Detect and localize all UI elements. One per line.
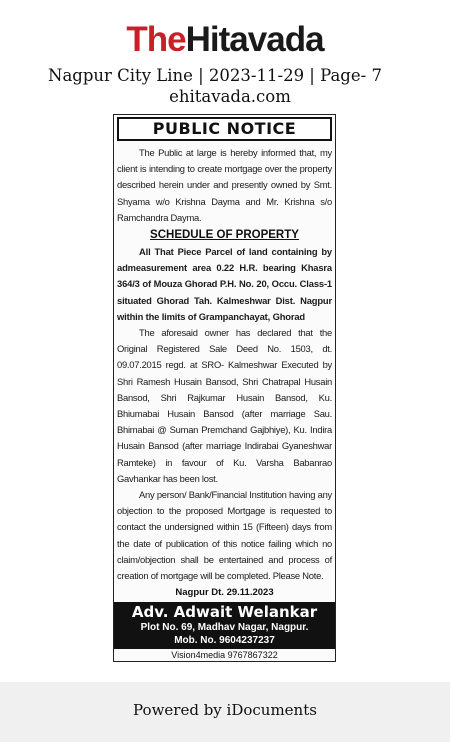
advocate-block	[114, 602, 335, 649]
lost-deed-text: The aforesaid owner has declared that the Original Registered Sale Deed No. 1503, dt. 09.07.2015 regd. at SRO- Kalmeshwar Executed by Shri Ramesh Husain Bansod, Shri Chatrapal Husain Bansod, Shri Rajkumar Husain Bansod, Ku. Bhiumabai Husain Bansod (after marriage Sau. Bhimabai @ Suman Premchand Gajbhiye), Ku. Indira Husain Bansod (after marriage Indirabai Gyaneshwar Ramteke) in favour of Ku. Varsha Babanrao Gavhankar has been lost.	[117, 327, 332, 484]
edition-meta: Nagpur City Line | 2023-11-29 | Page- 7	[48, 66, 382, 85]
objection-text: Any person/ Bank/Financial Institution having any objection to the proposed Mortgage is requested to contact the undersigned within 15 (Fifteen) days from the date of publication of this notice failing which no claim/objection shall be entertained and process of creation of mortgage will be completed. Please Note.	[117, 489, 332, 582]
advocate-address: Plot No. 69, Madhav Nagar, Nagpur.	[140, 622, 309, 634]
website-link[interactable]: ehitavada.com	[169, 87, 291, 106]
schedule-heading: SCHEDULE OF PROPERTY	[150, 229, 299, 242]
lost-deed-paragraph	[117, 325, 332, 487]
notice-clipping	[113, 114, 336, 662]
powered-by-footer	[0, 682, 450, 742]
notice-intro-paragraph	[117, 145, 332, 226]
property-description-paragraph	[117, 244, 332, 325]
notice-date: Nagpur Dt. 29.11.2023	[175, 587, 274, 599]
logo-the: The	[126, 20, 186, 59]
notice-intro-text: The Public at large is hereby informed that, my client is intending to create mortgage over the property described herein under and presently owned by Smt. Shyama w/o Krishna Dayma and Mr. Krishna s/o Ramchandra Dayma.	[117, 147, 332, 223]
logo-hitavada: Hitavada	[185, 20, 324, 59]
agency-tagline: Vision4media 9767867322	[171, 650, 278, 661]
property-description-text: All That Piece Parcel of land containing by admeasurement area 0.22 H.R. bearing Khasra 364/3 of Mouza Ghorad P.H. No. 20, Occu. Class-1 situated Ghorad Tah. Kalmeshwar Dist. Nagpur within the limits of Grampanchayat, Ghorad	[117, 246, 332, 322]
powered-by-text[interactable]: Powered by iDocuments	[133, 701, 317, 719]
advocate-mobile: Mob. No. 9604237237	[174, 635, 275, 647]
notice-title: PUBLIC NOTICE	[117, 117, 332, 141]
newspaper-logo	[0, 20, 450, 60]
objection-paragraph	[117, 487, 332, 584]
advocate-name: Adv. Adwait Welankar	[131, 603, 318, 622]
